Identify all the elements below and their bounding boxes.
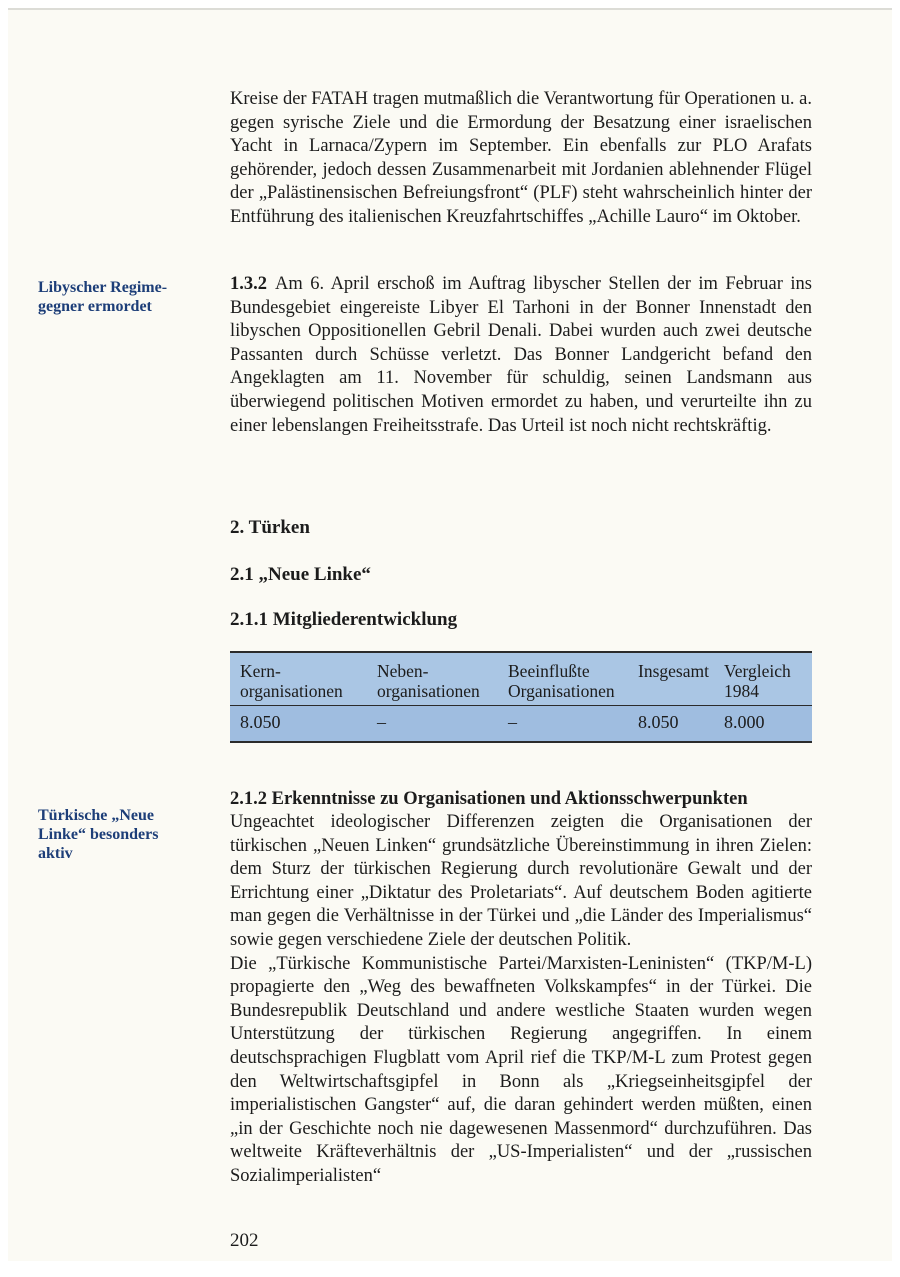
table-header-cell: Beeinflußte Organisationen xyxy=(508,661,615,701)
paragraph-1-3-2 xyxy=(230,273,812,438)
paragraph-1-3-2-text: Am 6. April erschoß im Auftrag libyscher Stellen der im Februar ins Bundesgebiet eingereiste Libyer El Tarhoni in der Bonner Innenstadt den libyschen Oppositionellen Gebril Denali. Dabei wurden auch zwei deutsche Passanten durch Schüsse verletzt. Das Bonner Landgericht befand den Angeklagten am 11. November für schuldig, seinen Landsmann aus überwiegend politischen Motiven ermordet zu haben, und verurteilte ihn zu einer lebenslangen Freiheitsstrafe. Das Urteil ist noch nicht rechtskräftig. xyxy=(230,274,812,436)
table-cell: – xyxy=(377,712,386,732)
paragraph-fatah xyxy=(230,88,812,230)
section-2-1-2-text xyxy=(230,811,812,1189)
margin-note-libyscher: Libyscher Regime-gegner ermordet xyxy=(38,279,168,315)
margin-note-tuerkische: Türkische „Neue Linke“ besonders aktiv xyxy=(38,807,159,862)
paragraph-fatah-text: Kreise der FATAH tragen mutmaßlich die Verantwortung für Operationen u. a. gegen syrische Ziele und die Ermordung der Besatzung einer israelischen Yacht in Larnaca/Zypern im September. Ein ebenfalls zur PLO Arafats gehörender, jedoch dessen Zusammenarbeit mit Jordanien ablehnender Flügel der „Palästinensischen Befreiungsfront“ (PLF) steht wahrscheinlich hinter der Entführung des italienischen Kreuzfahrtschiffes „Achille Lauro“ im Oktober. xyxy=(230,89,812,227)
heading-tuerken: 2. Türken xyxy=(230,517,310,538)
heading-neue-linke: 2.1 „Neue Linke“ xyxy=(230,564,371,585)
table-header-cell: Kern-organisationen xyxy=(240,661,343,701)
table-cell: 8.050 xyxy=(240,712,281,732)
paragraph-tkp-ml: Die „Türkische Kommunistische Partei/Marxisten-Leninisten“ (TKP/M-L) propagierte den „Weg des bewaffneten Volkskampfes“ in der Türkei. Die Bundesrepublik Deutschland und andere westliche Staaten wurden wegen Unterstützung der türkischen Regierung angegriffen. In einem deutschsprachigen Flugblatt vom April rief die TKP/M-L zum Protest gegen den Weltwirtschaftsgipfel in Bonn als „Kriegseinheitsgipfel der imperialistischen Gangster“ auf, die daran gehindert werden müßten, einen „in der Geschichte noch nie dagewesenen Massenmord“ durchzuführen. Das weltweite Kräfteverhältnis der „US-Imperialisten“ und der „russischen Sozialimperialisten“ xyxy=(230,953,812,1186)
heading-erkenntnisse: 2.1.2 Erkenntnisse zu Organisationen und Aktionsschwerpunkten xyxy=(230,789,748,809)
paragraph-ungeachtet: Ungeachtet ideologischer Differenzen zeigten die Organisationen der türkischen „Neuen Linken“ grundsätzliche Übereinstimmung in ihren Zielen: dem Sturz der türkischen Regierung durch revolutionäre Gewalt und der Errichtung einer „Diktatur des Proletariats“. Auf deutschem Boden agitierte man gegen die Verhältnisse in der Türkei und „die Länder des Imperialismus“ sowie gegen verschiedene Ziele der deutschen Politik. xyxy=(230,812,812,950)
table-header-row xyxy=(230,653,812,706)
page-number: 202 xyxy=(230,1230,259,1251)
section-number-1-3-2: 1.3.2 xyxy=(230,274,267,294)
membership-table xyxy=(230,651,812,743)
document-page xyxy=(8,8,892,1261)
table-header-cell: Vergleich 1984 xyxy=(724,661,791,701)
table-cell: – xyxy=(508,712,517,732)
table-header-cell: Neben-organisationen xyxy=(377,661,480,701)
heading-mitgliederentwicklung: 2.1.1 Mitgliederentwicklung xyxy=(230,609,458,630)
table-header-cell: Insgesamt xyxy=(638,661,709,681)
table-cell: 8.050 xyxy=(638,712,679,732)
table-row xyxy=(230,706,812,741)
table-cell: 8.000 xyxy=(724,712,765,732)
